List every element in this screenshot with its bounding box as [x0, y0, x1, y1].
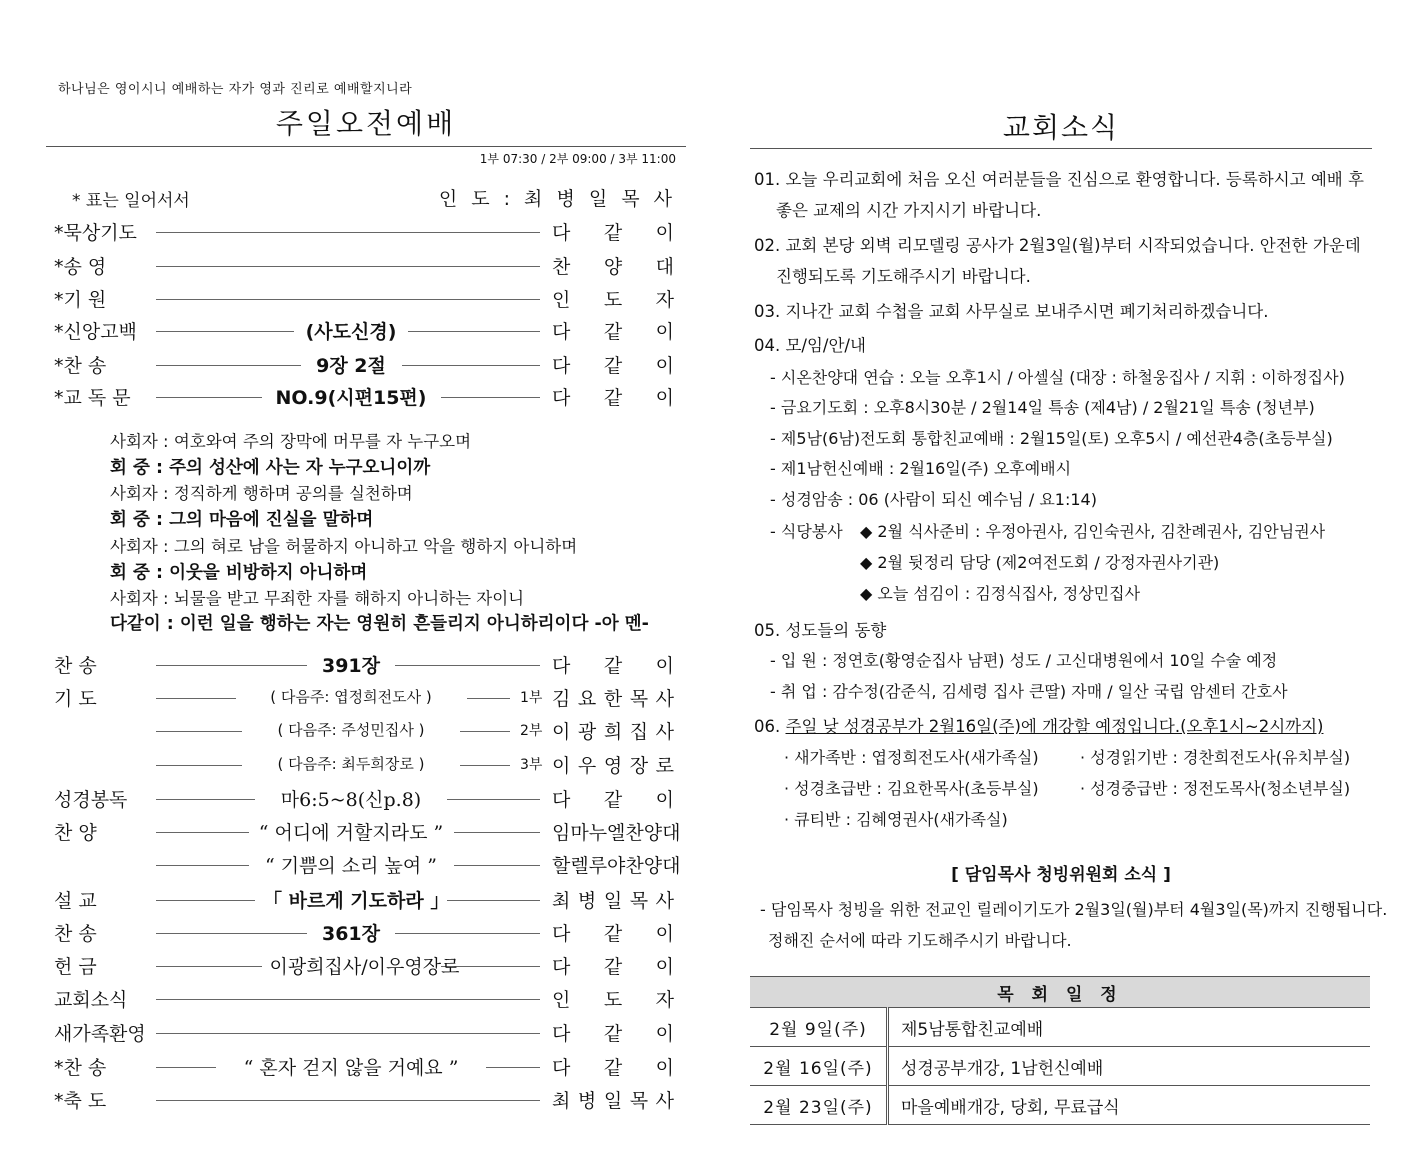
news-03: 03. 지나간 교회 수첩을 교회 사무실로 보내주시면 폐기처리하겠습니다. — [754, 302, 1269, 321]
leader-line — [156, 397, 262, 398]
service-part: 1부 — [520, 690, 543, 706]
person-char: 일 — [603, 1090, 623, 1112]
order-item-name: 교회소식 — [54, 989, 128, 1011]
order-item-person — [552, 717, 674, 744]
order-row — [46, 847, 686, 877]
person-char: 임마누엘찬양대 — [552, 822, 681, 844]
order-item-detail: 마6:5~8(신p.8) — [280, 789, 422, 811]
person-char: 우 — [577, 755, 597, 777]
order-row — [46, 915, 686, 945]
order-item-name: *찬 송 — [54, 355, 107, 377]
meeting-item: - 금요기도회 : 오후8시30분 / 2월14일 특송 (제4남) / 2월21일 특송 (청년부) — [770, 398, 1315, 417]
news-divider — [750, 148, 1372, 149]
schedule-row — [750, 1047, 1370, 1086]
order-row — [46, 647, 686, 677]
order-item-person — [552, 351, 674, 378]
person-char: 같 — [603, 956, 623, 978]
leader-line — [156, 765, 242, 766]
order-item-detail: ( 다음주: 주성민집사 ) — [277, 721, 425, 739]
order-item-name: 설 교 — [54, 890, 97, 912]
motto: 하나님은 영이시니 예배하는 자가 영과 진리로 예배할지니라 — [58, 82, 413, 97]
schedule-title: 목 회 일 정 — [750, 977, 1370, 1008]
leader-line — [156, 266, 540, 267]
leader-line — [156, 365, 301, 366]
leader-line — [402, 365, 541, 366]
news-01-line2: 좋은 교제의 시간 가지시기 바랍니다. — [776, 201, 1042, 220]
order-item-detail: “ 어디에 거할지라도 ” — [258, 822, 444, 844]
leader-line-text: 사회자 : 그의 혀로 남을 허물하지 아니하고 악을 행하지 아니하며 — [110, 537, 578, 556]
congregation-line: 회 중 : 주의 성산에 사는 자 누구오니이까 — [110, 458, 431, 478]
person-char: 희 — [603, 721, 623, 743]
person-char: 사 — [655, 688, 674, 710]
news-06-text: 주일 낮 성경공부가 2월16일(주)에 개강할 예정입니다.(오후1시~2시까지) — [785, 717, 1324, 736]
order-item-person — [552, 919, 674, 946]
person-char: 대 — [655, 256, 674, 278]
order-item-person — [552, 383, 674, 410]
order-row — [46, 747, 686, 777]
person-char: 다 — [552, 387, 571, 409]
worship-title: 주일오전예배 — [275, 107, 457, 140]
order-row — [46, 379, 686, 409]
person-char: 이 — [655, 1023, 674, 1045]
leader-line — [156, 1100, 540, 1101]
order-item-detail: 「 바르게 기도하라 」 — [263, 890, 450, 912]
schedule-event: 성경공부개강, 1남헌신예배 — [888, 1047, 1371, 1086]
order-item-person — [552, 252, 674, 279]
news-06 — [754, 713, 1323, 737]
congregation-line: 회 중 : 이웃을 비방하지 아니하며 — [110, 563, 368, 583]
person-char: 집 — [629, 721, 649, 743]
person-char: 같 — [603, 1057, 623, 1079]
order-row — [46, 781, 686, 811]
news-01-line1: 01. 오늘 우리교회에 처음 오신 여러분들을 진심으로 환영합니다. 등록하시고 예배 후 — [754, 170, 1364, 189]
leader-line — [441, 397, 541, 398]
order-item-detail: NO.9(시편15편) — [275, 387, 427, 409]
order-item-name: 새가족환영 — [54, 1023, 146, 1045]
order-item-person — [552, 886, 674, 913]
person-char: 같 — [603, 321, 623, 343]
person-char: 최 — [552, 1090, 571, 1112]
leader-line — [156, 1067, 216, 1068]
order-row — [46, 814, 686, 844]
person-char: 같 — [603, 1023, 623, 1045]
member-news-item: - 입 원 : 정연호(황영순집사 남편) 성도 / 고신대병원에서 10일 수술 예정 — [770, 651, 1278, 670]
order-item-name: 성경봉독 — [54, 789, 128, 811]
order-item-person — [552, 285, 674, 312]
person-char: 김 — [552, 688, 571, 710]
person-char: 다 — [552, 789, 571, 811]
person-char: 사 — [655, 721, 674, 743]
meeting-item: - 시온찬양대 연습 : 오늘 오후1시 / 아셀실 (대장 : 하철웅집사 / 지휘 : 이하정집사) — [770, 368, 1345, 387]
leader-line — [156, 731, 242, 732]
leader-line — [156, 799, 255, 800]
leader-line — [395, 933, 540, 934]
order-item-person — [552, 1019, 674, 1046]
church-news-column — [750, 0, 1388, 1157]
person-char: 병 — [577, 890, 597, 912]
order-item-name: *신앙고백 — [54, 321, 137, 343]
person-char: 다 — [552, 923, 571, 945]
person-char: 광 — [577, 721, 597, 743]
meeting-item: - 성경암송 : 06 (사람이 되신 예수님 / 요1:14) — [770, 490, 1097, 509]
leader-line — [447, 799, 540, 800]
person-char: 목 — [629, 1090, 649, 1112]
order-item-person — [552, 751, 674, 778]
service-times: 1부 07:30 / 2부 09:00 / 3부 11:00 — [479, 152, 676, 166]
leader-line — [156, 832, 249, 833]
person-char: 최 — [552, 890, 571, 912]
person-char: 양 — [603, 256, 623, 278]
order-item-person — [552, 218, 674, 245]
schedule-date: 2월 16일(주) — [750, 1047, 888, 1086]
person-char: 같 — [603, 222, 623, 244]
order-row — [46, 281, 686, 311]
order-row — [46, 313, 686, 343]
person-char: 다 — [552, 321, 571, 343]
leader-line — [467, 698, 511, 699]
person-char: 이 — [655, 387, 674, 409]
leader-line-text: 사회자 : 뇌물을 받고 무죄한 자를 해하지 아니하는 자이니 — [110, 589, 525, 608]
person-char: 이 — [655, 355, 674, 377]
order-item-detail: 391장 — [321, 655, 380, 677]
order-row — [46, 214, 686, 244]
order-item-person — [552, 952, 674, 979]
class-item: · 큐티반 : 김혜영권사(새가족실) — [784, 810, 1008, 829]
leader-line — [156, 865, 249, 866]
news-02-line2: 진행되도록 기도해주시기 바랍니다. — [776, 267, 1031, 286]
order-item-name: 찬 송 — [54, 923, 97, 945]
news-04-heading: 04. 모/임/안/내 — [754, 336, 866, 355]
person-char: 사 — [655, 890, 674, 912]
order-item-name: 찬 양 — [54, 822, 97, 844]
meal-service-label: - 식당봉사 — [770, 522, 843, 541]
person-char: 도 — [603, 989, 623, 1011]
person-char: 로 — [655, 755, 674, 777]
person-char: 다 — [552, 355, 571, 377]
person-char: 같 — [603, 355, 623, 377]
person-char: 자 — [655, 989, 674, 1011]
congregation-line: 회 중 : 그의 마음에 진실을 말하며 — [110, 510, 374, 530]
schedule-event: 제5남통합친교예배 — [888, 1008, 1371, 1047]
order-item-detail: 361장 — [321, 923, 380, 945]
order-item-person — [552, 1053, 674, 1080]
order-row — [46, 1082, 686, 1112]
leader-line-text: 사회자 : 여호와여 주의 장막에 머무를 자 누구오며 — [110, 432, 472, 451]
person-char: 이 — [655, 789, 674, 811]
order-item-person — [552, 818, 681, 845]
person-char: 병 — [577, 1090, 597, 1112]
order-item-detail: 9장 2절 — [316, 355, 386, 377]
congregation-line: 다같이 : 이런 일을 행하는 자는 영원히 흔들리지 아니하리이다 -아 멘- — [110, 614, 649, 634]
order-item-name: *기 원 — [54, 289, 107, 311]
leader-line — [460, 731, 510, 732]
service-part: 3부 — [520, 757, 543, 773]
order-item-name: *찬 송 — [54, 1057, 107, 1079]
person-char: 같 — [603, 923, 623, 945]
leader-line — [447, 900, 540, 901]
committee-line1: - 담임목사 청빙을 위한 전교인 릴레이기도가 2월3일(월)부터 4월3일(목)까지 진행됩니다. — [760, 900, 1388, 919]
person-char: 이 — [552, 721, 571, 743]
person-char: 자 — [655, 289, 674, 311]
person-char: 이 — [655, 1057, 674, 1079]
order-item-name: *묵상기도 — [54, 222, 137, 244]
class-item: · 성경읽기반 : 경찬희전도사(유치부실) — [1080, 748, 1351, 767]
meeting-item: - 제5남(6남)전도회 통합친교예배 : 2월15일(토) 오후5시 / 예선관4층(초등부실) — [770, 429, 1333, 448]
order-item-person — [552, 851, 681, 878]
order-row — [46, 948, 686, 978]
order-item-name: *교 독 문 — [54, 387, 131, 409]
schedule-row — [750, 1008, 1370, 1047]
person-char: 장 — [629, 755, 649, 777]
order-item-name: 찬 송 — [54, 655, 97, 677]
news-06-number: 06. — [754, 717, 786, 736]
news-title: 교회소식 — [1002, 111, 1120, 144]
class-item: · 성경초급반 : 김요한목사(초등부실) — [784, 779, 1039, 798]
person-char: 같 — [603, 387, 623, 409]
order-item-person — [552, 785, 674, 812]
person-char: 일 — [603, 890, 623, 912]
person-char: 인 — [552, 989, 571, 1011]
order-item-person — [552, 317, 674, 344]
person-char: 다 — [552, 222, 571, 244]
person-char: 찬 — [552, 256, 571, 278]
person-char: 도 — [603, 289, 623, 311]
ministry-schedule-table — [750, 976, 1370, 1125]
person-char: 이 — [655, 956, 674, 978]
leader-line — [454, 832, 541, 833]
person-char: 이 — [655, 222, 674, 244]
person-char: 다 — [552, 956, 571, 978]
meal-item: ◆ 2월 식사준비 : 우정아권사, 김인숙권사, 김찬례권사, 김안님권사 — [860, 522, 1326, 541]
person-char: 이 — [552, 755, 571, 777]
order-row — [46, 1049, 686, 1079]
order-item-detail: (사도신경) — [305, 321, 397, 343]
person-char: 다 — [552, 655, 571, 677]
person-char: 인 — [552, 289, 571, 311]
leader-line — [460, 765, 510, 766]
meal-item: ◆ 2월 뒷정리 담당 (제2여전도회 / 강정자권사기관) — [860, 553, 1220, 572]
order-row — [46, 680, 686, 710]
committee-title: [ 담임목사 청빙위원회 소식 ] — [951, 865, 1171, 885]
order-row — [46, 713, 686, 743]
leader-line — [156, 900, 255, 901]
standing-note: * 표는 일어서서 — [72, 191, 190, 211]
news-05-heading: 05. 성도들의 동향 — [754, 621, 887, 640]
order-row — [46, 1015, 686, 1045]
committee-line2: 정해진 순서에 따라 기도해주시기 바랍니다. — [768, 931, 1072, 950]
person-char: 한 — [603, 688, 623, 710]
meeting-item: - 제1남헌신예배 : 2월16일(주) 오후예배시 — [770, 459, 1072, 478]
order-item-detail: ( 다음주: 최두희장로 ) — [277, 755, 425, 773]
person-char: 목 — [629, 688, 649, 710]
member-news-item: - 취 업 : 감수정(감준식, 김세령 집사 큰딸) 자매 / 일산 국립 암센터 간호사 — [770, 682, 1288, 701]
order-item-person — [552, 1086, 674, 1113]
leader-line — [156, 999, 540, 1000]
order-item-name: 기 도 — [54, 688, 97, 710]
order-item-detail: “ 기쁨의 소리 높여 ” — [264, 855, 438, 877]
leader-line — [156, 665, 307, 666]
worship-order-column — [46, 0, 686, 1157]
service-part: 2부 — [520, 723, 543, 739]
leader-line — [486, 1067, 540, 1068]
leader-line — [156, 299, 540, 300]
leader-line — [156, 232, 540, 233]
leader-line — [454, 865, 541, 866]
person-char: 다 — [552, 1057, 571, 1079]
order-row — [46, 248, 686, 278]
order-item-name: *송 영 — [54, 256, 107, 278]
person-char: 같 — [603, 789, 623, 811]
person-char: 요 — [577, 688, 597, 710]
news-02-line1: 02. 교회 본당 외벽 리모델링 공사가 2월3일(월)부터 시작되었습니다. 안전한 가운데 — [754, 236, 1361, 255]
title-divider — [46, 146, 686, 147]
person-char: 이 — [655, 321, 674, 343]
person-char: 목 — [629, 890, 649, 912]
person-char: 할렐루야찬양대 — [552, 855, 681, 877]
class-item: · 새가족반 : 엽정희전도사(새가족실) — [784, 748, 1039, 767]
order-item-person — [552, 651, 674, 678]
leader-line — [156, 933, 307, 934]
order-item-detail: “ 혼자 걷지 않을 거예요 ” — [243, 1057, 459, 1079]
order-item-name: 헌 금 — [54, 956, 97, 978]
order-row — [46, 981, 686, 1011]
person-char: 이 — [655, 923, 674, 945]
leader-line — [156, 331, 294, 332]
leader-line — [408, 331, 540, 332]
leader-label: 인 도 : 최 병 일 목 사 — [438, 188, 676, 210]
person-char: 다 — [552, 1023, 571, 1045]
person-char: 이 — [655, 655, 674, 677]
schedule-date: 2월 9일(주) — [750, 1008, 888, 1047]
order-item-detail: ( 다음주: 엽정희전도사 ) — [270, 688, 432, 706]
class-item: · 성경중급반 : 정전도목사(청소년부실) — [1080, 779, 1351, 798]
person-char: 사 — [655, 1090, 674, 1112]
meal-item: ◆ 오늘 섬김이 : 김정식집사, 정상민집사 — [860, 584, 1141, 603]
leader-line-text: 사회자 : 정직하게 행하며 공의를 실천하며 — [110, 484, 413, 503]
order-row — [46, 882, 686, 912]
order-item-name: *축 도 — [54, 1090, 107, 1112]
schedule-event: 마을예배개강, 당회, 무료급식 — [888, 1086, 1371, 1125]
person-char: 영 — [603, 755, 623, 777]
leader-line — [156, 698, 236, 699]
leader-line — [156, 1033, 540, 1034]
leader-line — [395, 665, 540, 666]
leader-line — [156, 966, 262, 967]
order-row — [46, 347, 686, 377]
order-item-person — [552, 985, 674, 1012]
schedule-row — [750, 1086, 1370, 1125]
schedule-date: 2월 23일(주) — [750, 1086, 888, 1125]
order-item-person — [552, 684, 674, 711]
person-char: 같 — [603, 655, 623, 677]
order-item-detail: 이광희집사/이우영장로 — [269, 956, 460, 978]
